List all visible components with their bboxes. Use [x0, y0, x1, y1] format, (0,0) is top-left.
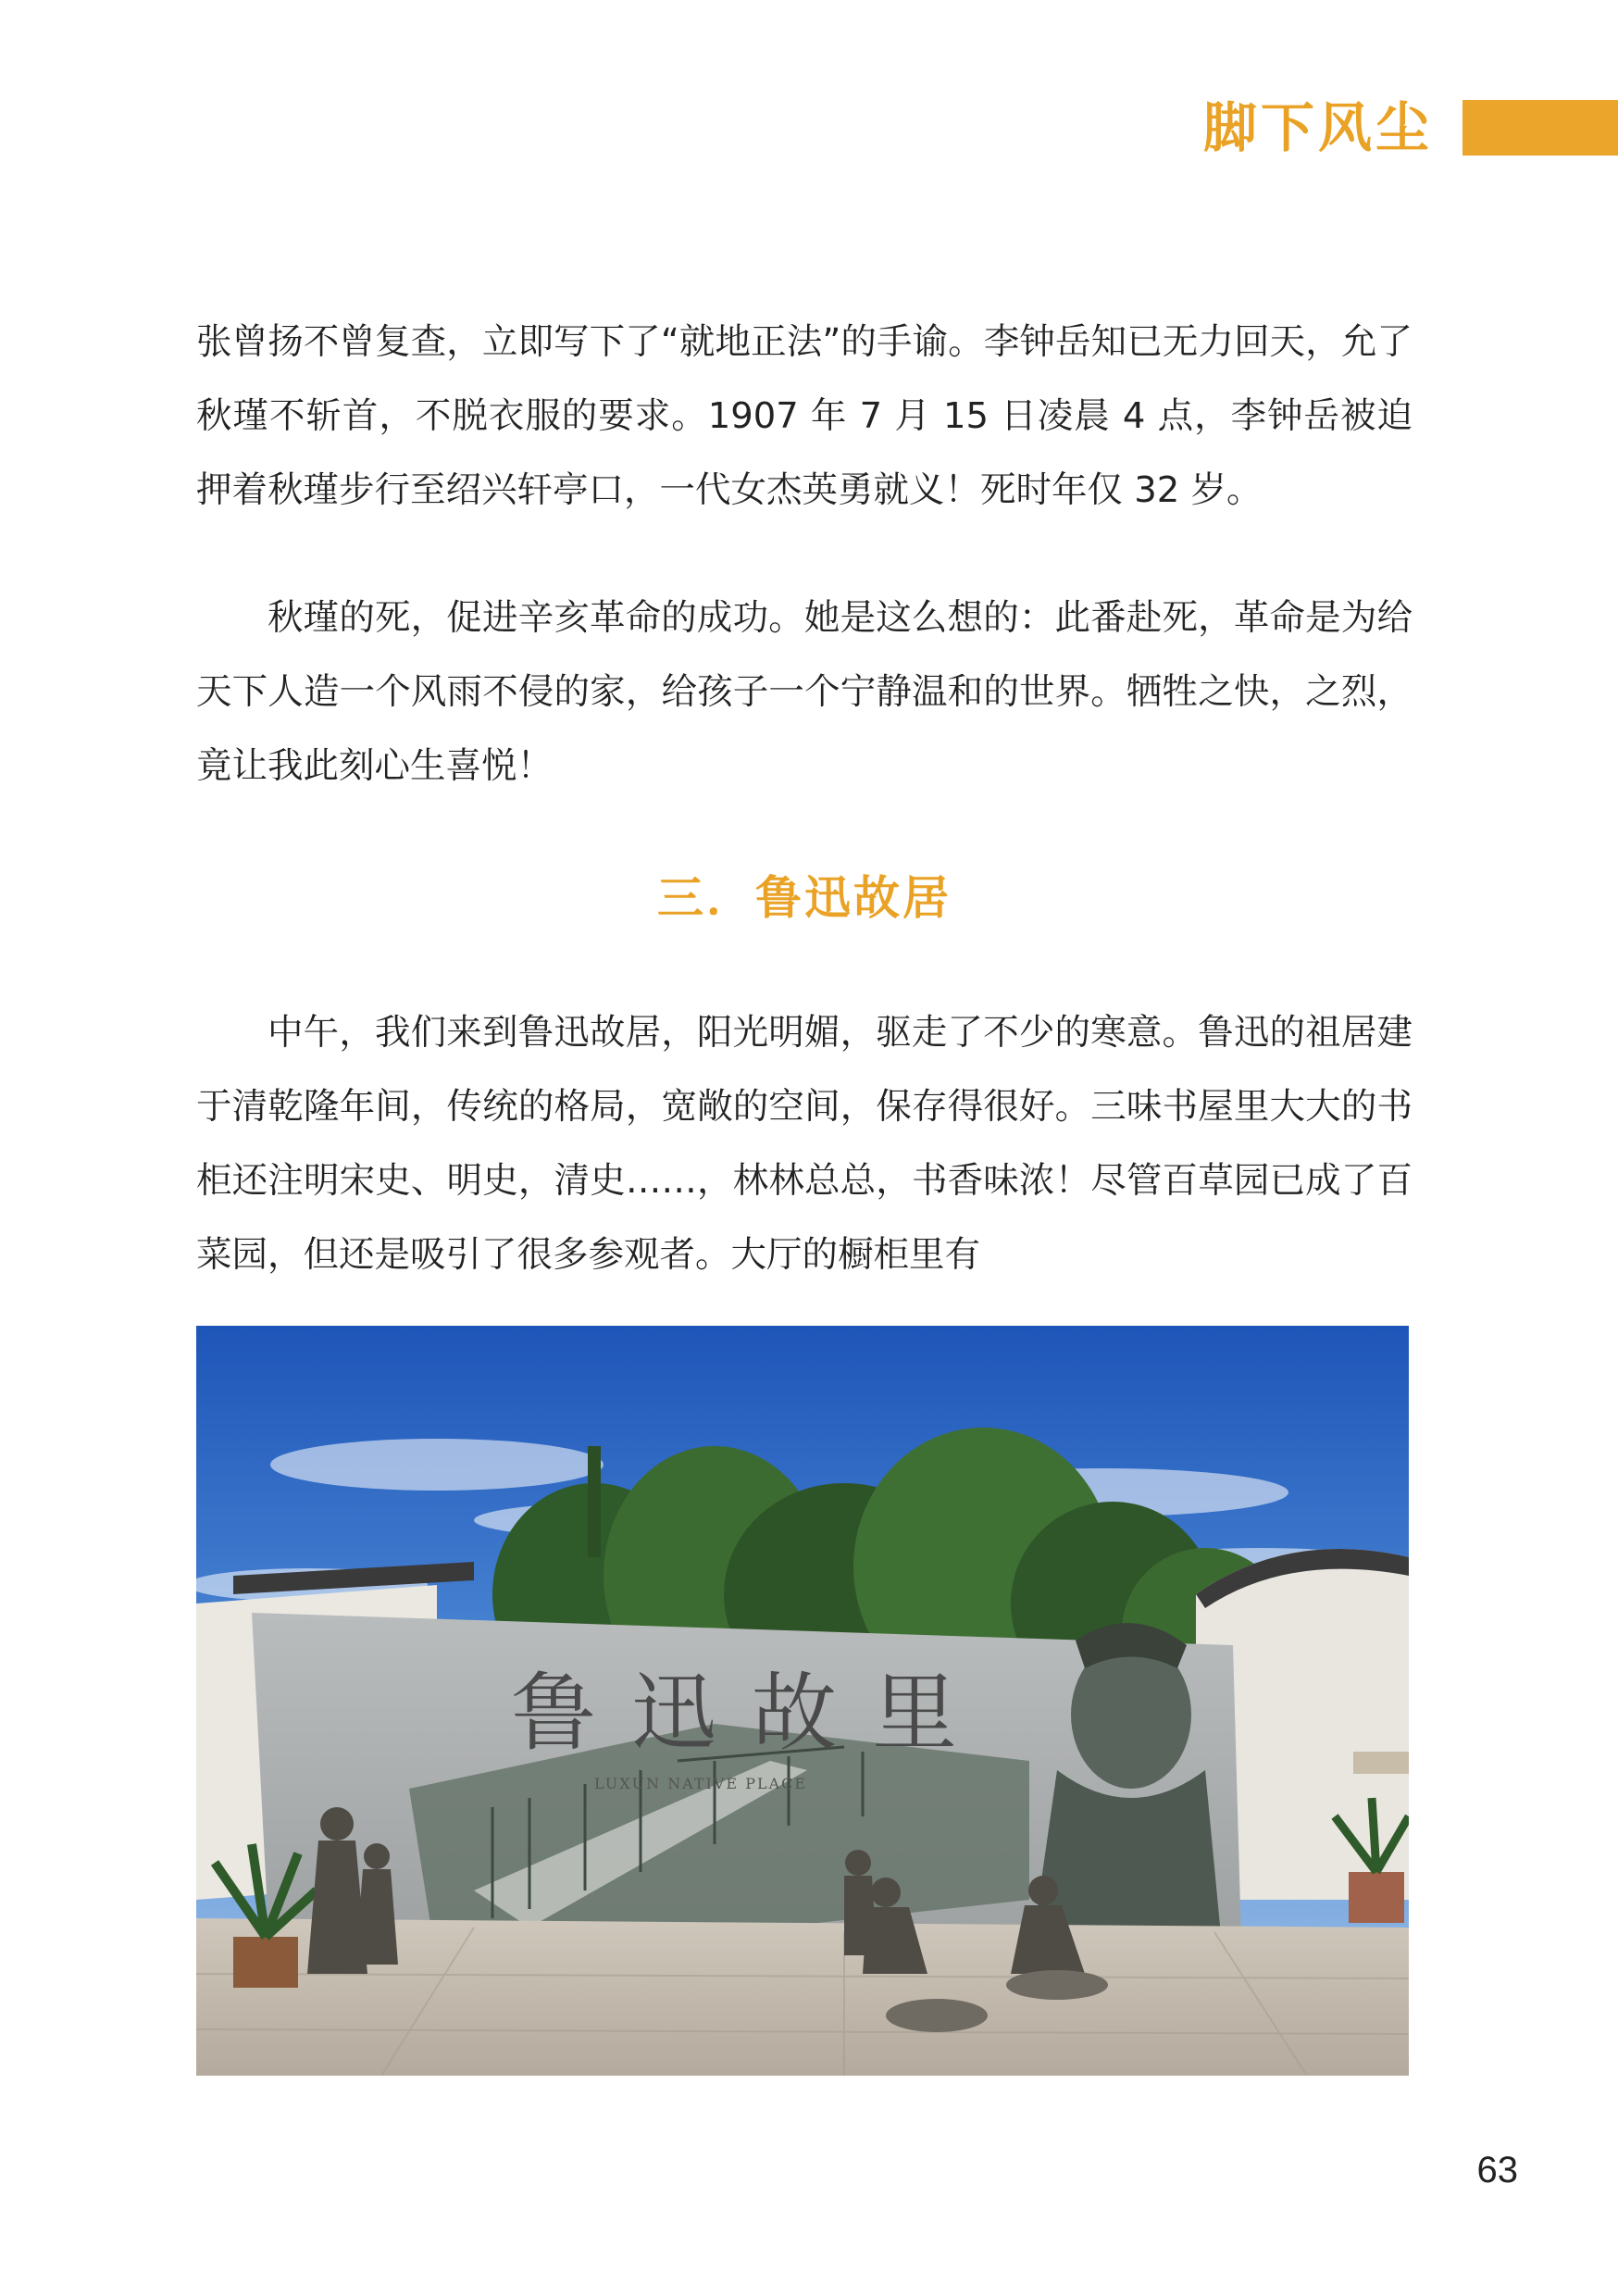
- paragraph-3: 中午，我们来到鲁迅故居，阳光明媚，驱走了不少的寒意。鲁迅的祖居建于清乾隆年间，传统的格局，宽敞的空间，保存得很好。三味书屋里大大的书柜还注明宋史、明史，清史……，林林总总，书香味浓！尽管百草园已成了百菜园，但还是吸引了很多参观者。大厅的橱柜里有: [196, 1012, 1413, 1276]
- paragraph-block-3: [196, 996, 1413, 1292]
- paragraph-2: 秋瑾的死，促进辛亥革命的成功。她是这么想的：此番赴死，革命是为给天下人造一个风雨不侵的家，给孩子一个宁静温和的世界。牺牲之快，之烈，竟让我此刻心生喜悦！: [196, 597, 1413, 787]
- wall-title: 鲁迅故里: [511, 1664, 993, 1763]
- running-section-title: 脚下风尘: [1202, 96, 1433, 159]
- paragraph-1: 张曾扬不曾复查，立即写下了“就地正法”的手谕。李钟岳知已无力回天，允了秋瑾不斩首，不脱衣服的要求。1907 年 7 月 15 日凌晨 4 点，李钟岳被迫押着秋瑾步行至绍兴轩亭口，一代女杰英勇就义！死时年仅 32 岁。: [196, 321, 1413, 511]
- page-header: [0, 96, 1618, 159]
- wall-subtitle: LUXUN NATIVE PLACE: [594, 1775, 808, 1792]
- section-heading: 三．鲁迅故居: [657, 871, 952, 925]
- photo-illustration: [196, 1326, 1409, 2076]
- header-accent-bar: [1462, 100, 1618, 156]
- paragraph-block-2: [196, 581, 1413, 804]
- luxun-native-place-photo: [196, 1326, 1409, 2076]
- paragraph-block-1: [196, 306, 1413, 528]
- page-number: 63: [1476, 2150, 1518, 2190]
